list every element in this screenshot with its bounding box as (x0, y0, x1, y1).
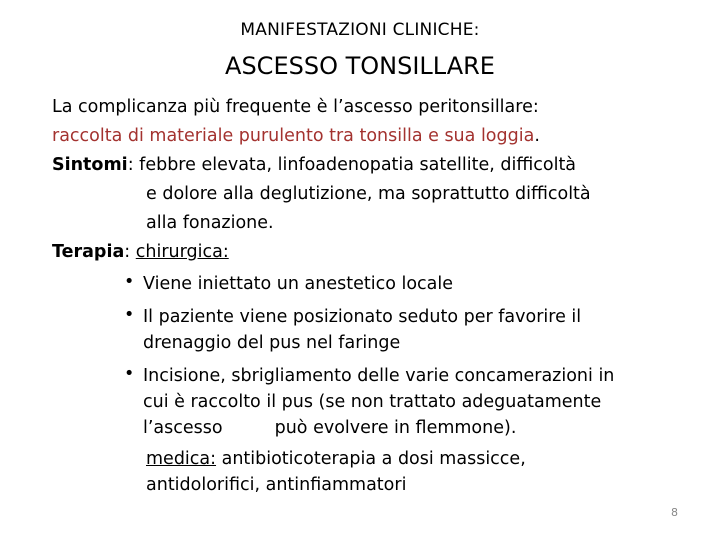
bullet3-line1: Incisione, sbrigliamento delle varie concamerazioni in (143, 366, 615, 386)
symptoms-text1: febbre elevata, linfoadenopatia satellite, difficoltà (133, 155, 577, 175)
medical-text1: antibioticoterapia a dosi massicce, (216, 449, 526, 469)
bullet-icon: • (124, 364, 135, 384)
slide-title-line1: MANIFESTAZIONI CLINICHE: (240, 20, 480, 40)
bullet3-line2: cui è raccolto il pus (se non trattato adeguatamente (143, 392, 602, 412)
bullet3-line3 (143, 416, 516, 440)
symptoms-line3: alla fonazione. (146, 213, 274, 233)
symptoms-colon: : (127, 155, 134, 175)
symptoms-line2: e dolore alla deglutizione, ma soprattutto difficoltà (146, 184, 591, 204)
surgical-label: chirurgica: (135, 242, 229, 262)
medical-line1 (146, 447, 526, 471)
therapy-label: Terapia (52, 242, 125, 262)
bullet3-line3-part2: può evolvere in flemmone). (274, 418, 517, 438)
bullet3-line3-part1: l’ascesso (143, 418, 223, 438)
bullet-icon: • (124, 305, 135, 325)
intro-period: . (534, 126, 540, 146)
medical-line2: antidolorifici, antinfiammatori (146, 475, 407, 495)
bullet1-text: Viene iniettato un anestetico locale (143, 274, 454, 294)
medical-label: medica: (146, 449, 217, 469)
intro-line2 (52, 124, 540, 148)
therapy-line (52, 240, 229, 264)
intro-definition: raccolta di materiale purulento tra tonsilla e sua loggia (52, 126, 535, 146)
symptoms-line1 (52, 153, 576, 177)
bullet2-line1: Il paziente viene posizionato seduto per favorire il (143, 307, 582, 327)
page-number: 8 (671, 506, 678, 519)
therapy-colon: : (124, 242, 131, 262)
symptoms-label: Sintomi (52, 155, 128, 175)
bullet2-line2: drenaggio del pus nel faringe (143, 333, 401, 353)
slide-title-line2: ASCESSO TONSILLARE (225, 52, 495, 80)
bullet-icon: • (124, 272, 135, 292)
intro-line1: La complicanza più frequente è l’ascesso peritonsillare: (52, 97, 539, 117)
